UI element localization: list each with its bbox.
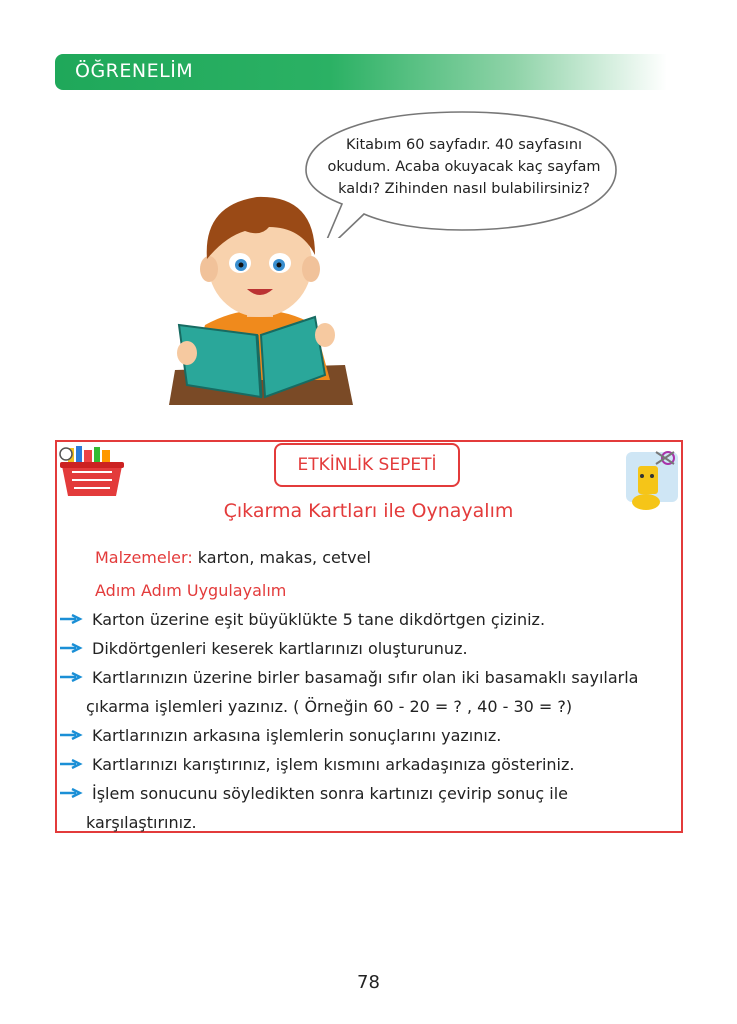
steps-list [60,605,680,837]
speech-bubble-text [318,134,610,200]
step-text: Kartlarınızın arkasına işlemlerin sonuçlarını yazınız. [92,726,502,745]
section-banner [55,54,667,90]
step-item [60,663,680,692]
materials-value: karton, makas, cetvel [192,548,371,567]
arrow-right-icon [60,730,84,740]
arrow-right-icon [60,672,84,682]
step-text: İşlem sonucunu söyledikten sonra kartınızı çevirip sonuç ile [92,784,568,803]
materials-label: Malzemeler: [95,548,193,567]
shopping-basket-icon [58,444,126,500]
step-text: çıkarma işlemleri yazınız. ( Örneğin 60 - 20 = ? , 40 - 30 = ?) [86,697,573,716]
step-text: Karton üzerine eşit büyüklükte 5 tane dikdörtgen çiziniz. [92,610,546,629]
bubble-line: okudum. Acaba okuyacak kaç sayfam [327,159,601,175]
section-title: ÖĞRENELİM [75,60,194,82]
step-item [60,634,680,663]
arrow-right-icon [60,788,84,798]
activity-title: ETKİNLİK SEPETİ [297,455,437,475]
step-text: Dikdörtgenleri keserek kartlarınızı oluşturunuz. [92,639,468,658]
step-item [60,721,680,750]
arrow-right-icon [60,643,84,653]
steps-heading: Adım Adım Uygulayalım [95,581,287,600]
step-text: Kartlarınızın üzerine birler basamağı sıfır olan iki basamaklı sayılarla [92,668,639,687]
arrow-right-icon [60,614,84,624]
step-item [60,779,680,808]
materials-line [95,548,371,567]
step-text: karşılaştırınız. [86,813,197,832]
arrow-right-icon [60,759,84,769]
step-item-continuation [60,808,680,837]
step-text: Kartlarınızı karıştırınız, işlem kısmını arkadaşınıza gösteriniz. [92,755,575,774]
page-number: 78 [357,972,380,993]
step-item [60,750,680,779]
bubble-line: Kitabım 60 sayfadır. 40 sayfasını [345,137,583,153]
activity-title-box [274,443,460,487]
boy-reading-illustration [165,175,355,405]
step-item-continuation [60,692,680,721]
step-item [60,605,680,634]
bubble-line: kaldı? Zihinden nasıl bulabilirsiniz? [338,181,590,197]
activity-subtitle: Çıkarma Kartları ile Oynayalım [223,500,514,522]
